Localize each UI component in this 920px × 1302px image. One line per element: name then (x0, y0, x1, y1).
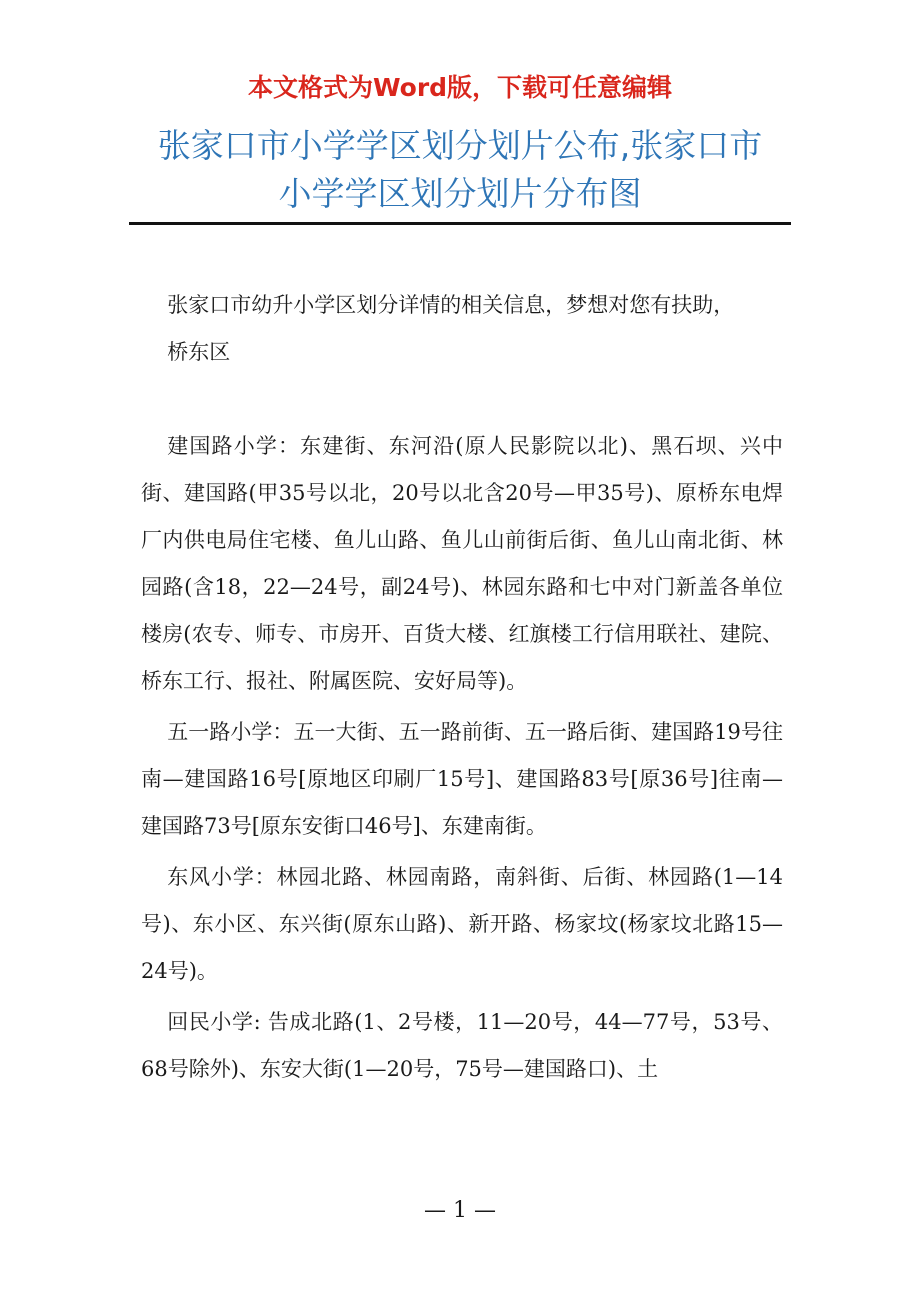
document-body (141, 282, 783, 1093)
format-notice: 本文格式为Word版，下载可任意编辑 (247, 73, 673, 102)
title-line-2: 小学学区划分划片分布图 (278, 174, 642, 213)
intro-paragraph: 张家口市幼升小学区划分详情的相关信息，梦想对您有扶助， (167, 293, 735, 317)
paragraph-wuyilu-school: 五一路小学：五一大街、五一路前街、五一路后街、建国路19号往南—建国路16号[原地区印刷厂15号]、建国路83号[原36号]往南—建国路73号[原东安街口46号]、东建南街。 (141, 720, 783, 838)
page-number: — 1 — (424, 1198, 496, 1223)
district-heading: 桥东区 (167, 340, 231, 364)
document-title (100, 122, 820, 218)
paragraph-jianguolu-school: 建国路小学：东建街、东河沿(原人民影院以北)、黑石坝、兴中街、建国路(甲35号以北，20号以北含20号—甲35号)、原桥东电焊厂内供电局住宅楼、鱼儿山路、鱼儿山前街后街、鱼儿山南北街、林园路(含18，22—24号，副24号)、林园东路和七中对门新盖各单位楼房(农专、师专、市房开、百货大楼、红旗楼工行信用联社、建院、桥东工行、报社、附属医院、安好局等)。 (141, 434, 783, 693)
title-divider (129, 222, 791, 225)
paragraph-dongfeng-school: 东风小学：林园北路、林园南路，南斜街、后街、林园路(1—14号)、东小区、东兴街(原东山路)、新开路、杨家坟(杨家坟北路15—24号)。 (141, 865, 783, 983)
title-line-1: 张家口市小学学区划分划片公布,张家口市 (157, 126, 763, 165)
paragraph-huimin-school: 回民小学: 告成北路(1、2号楼，11—20号，44—77号，53号、68号除外)、东安大街(1—20号，75号—建国路口)、土 (141, 1010, 783, 1081)
